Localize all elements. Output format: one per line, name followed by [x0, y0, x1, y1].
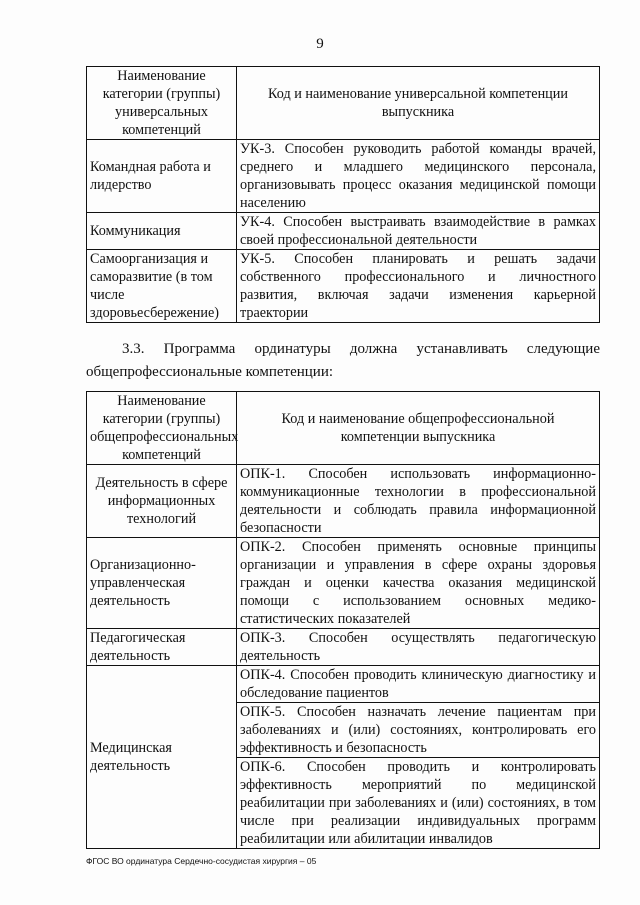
header-category: Наименование категории (группы) универсальных компетенций: [87, 67, 237, 140]
row-category: Медицинская деятельность: [87, 666, 237, 849]
row-category: Коммуникация: [87, 213, 237, 250]
paragraph-line-2: общепрофессиональные компетенции:: [86, 364, 334, 380]
paragraph-line-1: 3.3. Программа ординатуры должна устанавливать следующие: [122, 341, 600, 357]
row-category: Организационно-управленческая деятельность: [87, 538, 237, 629]
table-row: [87, 629, 600, 666]
row-code: УК-3. Способен руководить работой команды врачей, среднего и младшего медицинского персонала, организовывать процесс оказания медицинской помощи населению: [237, 140, 600, 213]
general-professional-competencies-table: [86, 391, 600, 849]
row-category: Деятельность в сфере информационных технологий: [87, 465, 237, 538]
table-row: [87, 140, 600, 213]
table-row: [87, 250, 600, 323]
row-category: Педагогическая деятельность: [87, 629, 237, 666]
header-code: Код и наименование общепрофессиональной компетенции выпускника: [237, 392, 600, 465]
table-row: [87, 465, 600, 538]
universal-competencies-table: [86, 66, 600, 323]
table-row: [87, 538, 600, 629]
row-category: Командная работа и лидерство: [87, 140, 237, 213]
row-code: УК-5. Способен планировать и решать задачи собственного профессионального и личностного развития, включая задачи изменения карьерной траектории: [237, 250, 600, 323]
table-header-row: [87, 392, 600, 465]
row-code: ОПК-1. Способен использовать информационно-коммуникационные технологии в профессиональной деятельности и соблюдать правила информационной безопасности: [237, 465, 600, 538]
header-code: Код и наименование универсальной компетенции выпускника: [237, 67, 600, 140]
table-row: [87, 213, 600, 250]
row-code: УК-4. Способен выстраивать взаимодействие в рамках своей профессиональной деятельности: [237, 213, 600, 250]
header-category: Наименование категории (группы) общепрофессиональных компетенций: [87, 392, 237, 465]
row-code: ОПК-6. Способен проводить и контролировать эффективность мероприятий по медицинской реабилитации при заболеваниях и (или) состояниях, в том числе при реализации индивидуальных программ реабилитации или абилитации инвалидов: [237, 758, 600, 849]
row-code: ОПК-3. Способен осуществлять педагогическую деятельность: [237, 629, 600, 666]
footer: ФГОС ВО ординатура Сердечно-сосудистая хирургия – 05: [86, 856, 317, 866]
row-category: Самоорганизация и саморазвитие (в том числе здоровьесбережение): [87, 250, 237, 323]
table-header-row: [87, 67, 600, 140]
table-row: [87, 666, 600, 703]
row-code: ОПК-2. Способен применять основные принципы организации и управления в сфере охраны здоровья граждан и оценки качества оказания медицинской помощи с использованием основных медико-статистических показателей: [237, 538, 600, 629]
page-number: 9: [316, 36, 324, 52]
row-code: ОПК-5. Способен назначать лечение пациентам при заболеваниях и (или) состояниях, контролировать его эффективность и безопасность: [237, 703, 600, 758]
row-code: ОПК-4. Способен проводить клиническую диагностику и обследование пациентов: [237, 666, 600, 703]
